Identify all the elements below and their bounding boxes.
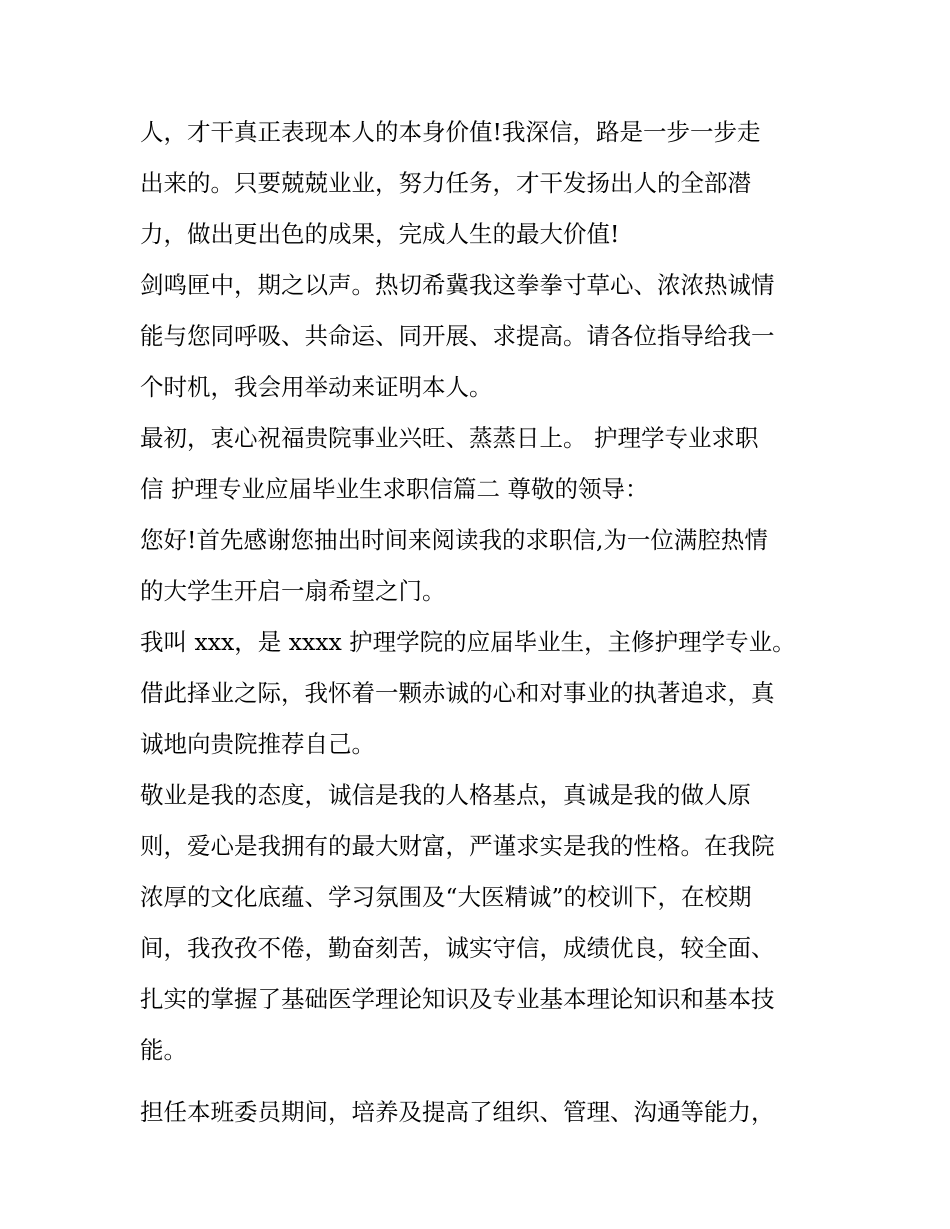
paragraph: [140, 617, 820, 770]
text-line: 扎实的掌握了基础医学理论知识及专业基本理论知识和基本技: [140, 985, 775, 1013]
text-line: 间，我孜孜不倦，勤奋刻苦，诚实守信，成绩优良，较全面、: [140, 934, 775, 962]
text-line: 我叫 xxx，是 xxxx 护理学院的应届毕业生，主修护理学专业。: [140, 628, 796, 656]
paragraph: [140, 770, 820, 1076]
text-line: 出来的。只要兢兢业业，努力任务，才干发扬出人的全部潜: [140, 169, 751, 197]
text-line: 信 护理专业应届毕业生求职信篇二 尊敬的领导：: [140, 475, 649, 503]
paragraph: [140, 260, 820, 413]
document-body: [140, 107, 820, 1138]
text-line: 剑鸣匣中，期之以声。热切希冀我这拳拳寸草心、浓浓热诚情: [140, 271, 775, 299]
text-line: 诚地向贵院推荐自己。: [140, 730, 375, 758]
text-line: 人，才干真正表现本人的本身价值!我深信，路是一步一步走: [140, 118, 761, 146]
text-line: 则，爱心是我拥有的最大财富，严谨求实是我的性格。在我院: [140, 832, 775, 860]
paragraph: [140, 413, 820, 515]
text-line: 担任本班委员期间，培养及提高了组织、管理、沟通等能力，: [140, 1097, 775, 1126]
paragraph: [140, 107, 820, 260]
text-line: 个时机，我会用举动来证明本人。: [140, 373, 493, 401]
text-line: 能。: [140, 1036, 187, 1064]
text-line: 最初，衷心祝福贵院事业兴旺、蒸蒸日上。 护理学专业求职: [140, 424, 759, 452]
paragraph-spacer: [140, 1076, 820, 1087]
text-line: 借此择业之际，我怀着一颗赤诚的心和对事业的执著追求，真: [140, 679, 775, 707]
text-line: 浓厚的文化底蕴、学习氛围及“大医精诚”的校训下，在校期: [140, 883, 752, 911]
paragraph: [140, 1087, 820, 1138]
paragraph: [140, 515, 820, 617]
text-line: 您好!首先感谢您抽出时间来阅读我的求职信,为一位满腔热情: [140, 526, 768, 554]
text-line: 敬业是我的态度，诚信是我的人格基点，真诚是我的做人原: [140, 781, 751, 809]
text-line: 能与您同呼吸、共命运、同开展、求提高。请各位指导给我一: [140, 322, 775, 350]
text-line: 力，做出更出色的成果，完成人生的最大价值!: [140, 220, 620, 248]
text-line: 的大学生开启一扇希望之门。: [140, 577, 446, 605]
